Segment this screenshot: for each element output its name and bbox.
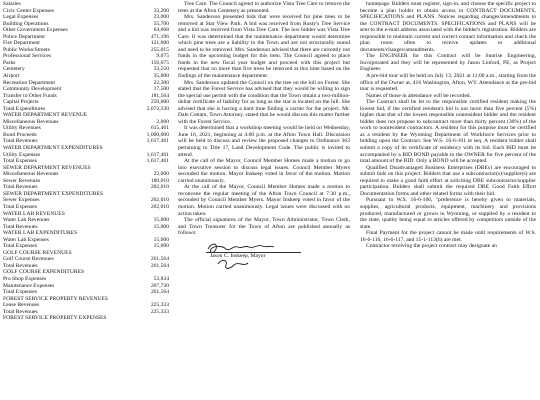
ledger-amount: 202,010 <box>150 203 169 210</box>
ledger-amount: 250,000 <box>150 99 169 106</box>
ledger-label: SEWER DEPARTMENT EXPENDITURES <box>3 190 104 197</box>
ledger-label: Professional Services <box>3 53 52 60</box>
ledger-label: Sewer Expenses <box>3 197 40 204</box>
ledger-label: Maintenance Expenses <box>3 282 55 289</box>
ledger-label: Total Expenses <box>3 203 37 210</box>
ledger-label: Pro Shop Expenses <box>3 275 47 282</box>
ledger-amount: 261,564 <box>150 262 169 269</box>
ledger-label: Utility Expenses <box>3 151 41 158</box>
ledger-amount: 1,000,000 <box>146 131 169 138</box>
ledger-label: Civic Center Expenses <box>3 7 54 14</box>
ledger-amount: 33,200 <box>153 7 169 14</box>
ledger-label: Total Expenses <box>3 243 37 250</box>
ledger-label: Miscellaneous Revenues <box>3 118 59 125</box>
ledger-label: Total Expenses <box>3 289 37 296</box>
ledger-label: Community Development <box>3 86 62 93</box>
minutes-paragraph: Mrs. Sanderson updated the Council on the tree on the hill on Forest. She stated that the Forest Service has advised that they would be willing to sign the special use permit with the condition that the Town obtain a two-million-dollar certificate of liability for as long as the star is located on the hill. She advised that she is having a hard time finding a carrier for the project. Mr. Dale Cottam, Town Attorney, stated that he would discuss this matter further with the Forest Service. <box>178 79 350 125</box>
notice-paragraph: The Contract shall be let to the responsible certified resident making the lowest bid, if the certified resident's bid is not more than five percent (5%) higher than that of the lowest responsible nonresident bidder and the resident bidder does not propose to subcontract more than thirty percent (30%) of the work to nonresident contractors. A resident for this purpose must be certified as a resident by the Wyoming Department of Workforce Services prior to bidding upon the Contract. See W.S. 16-6-101 et seq. A resident bidder shall submit a copy of its certificate of residency with its bid. Each BID must be accompanied by a BID BOND payable to the OWNER for five percent of the total amount of the BID. Only a BOND will be accepted. <box>360 99 536 165</box>
ledger-label: WATER DEPARTMENT REVENUE <box>3 112 88 119</box>
minutes-paragraph: At the call of the Mayor, Council Member Homes made a motion to reconvene the regular meeting of the Afton Town Council at 7:30 p.m., seconded by Council Member Myers. Mayor Inskeep voted in favor of the motion. Motion carried unanimously. Legal issues were discussed with no action taken. <box>178 184 350 217</box>
ledger-label: Recreation Department <box>3 79 56 86</box>
ledger-amount: 15,000 <box>153 217 169 224</box>
minutes-paragraph: It was determined that a workshop meeting would be held on Wednesday, June 16, 2021, beginning at 4:00 p.m. at the Afton Town Hall. Discussion will be held to discuss and review the proposed changes to Ordinance 363 pertaining to Title 17, Land Development Code. The public is invited to attend. <box>178 125 350 158</box>
ledger-label: FOREST SERVICE PROPERTY EXPENSES <box>3 315 107 322</box>
mayor-signature-block <box>178 240 350 280</box>
ledger-label: Total Revenues <box>3 262 38 269</box>
ledger-label: Total Revenues <box>3 223 38 230</box>
ledger-label: Building Operations <box>3 20 49 27</box>
ledger-amount: 33,550 <box>153 66 169 73</box>
ledger-amount: 225,333 <box>150 302 169 309</box>
ledger-amount: 15,000 <box>153 236 169 243</box>
ledger-label: Golf Course Revenues <box>3 256 54 263</box>
ledger-row <box>3 315 169 322</box>
ledger-label: Miscellaneous Revenues <box>3 171 59 178</box>
ledger-label: GOLF COURSE EXPENDITURES <box>3 269 85 276</box>
ledger-label: Water Lab Expenses <box>3 236 49 243</box>
ledger-label: Total Expenditures <box>3 105 46 112</box>
ledger-label: Other Government Expenses <box>3 27 68 34</box>
ledger-label: WATER LAB REVENUES <box>3 210 65 217</box>
ledger-label: Salaries <box>3 1 21 7</box>
ledger-label: Police Department <box>3 33 45 40</box>
ledger-amount: 181,564 <box>150 92 169 99</box>
ledger-label: Parks <box>3 59 16 66</box>
ledger-amount: 471,196 <box>150 33 169 40</box>
minutes-text <box>178 1 350 237</box>
minutes-paragraph: Mrs. Sanderson presented bids that were received for pine trees to be removed at Star View Park. A bid was received from Rusty's Tree Service and a bid was received from Vista Tree Care. The low bidder was Vista Tree Care. It was determined that the maintenance department would determine which pine trees are a liability to the Town and are not structurally sound and need to be removed. Mrs. Sanderson advised that there are currently not funds in the upcoming budget for this item. The Council agreed to place funds in the new fiscal year budget and proceed with this project but requested that no more than five trees be removed at this time based on the findings of the maintenance department. <box>178 14 350 80</box>
ledger-amount: 1,617,461 <box>146 138 169 145</box>
ledger-amount: 53,834 <box>153 275 169 282</box>
ledger-amount: 22,300 <box>153 79 169 86</box>
ledger-amount: 121,000 <box>150 40 169 47</box>
ledger-amount: 207,730 <box>150 282 169 289</box>
ledger-label: Sewer Revenues <box>3 177 41 184</box>
ledger-amount: 202,010 <box>150 197 169 204</box>
ledger-label: Water Lab Revenues <box>3 217 50 224</box>
ledger-amount: 1,617,461 <box>146 151 169 158</box>
ledger-amount: 255,015 <box>150 46 169 53</box>
ledger-label: Total Revenues <box>3 184 38 191</box>
council-minutes-column <box>172 0 354 400</box>
ledger-label: Cemetery <box>3 66 25 73</box>
ledger-amount: 15,000 <box>153 243 169 250</box>
ledger-label: Capital Projects <box>3 99 39 106</box>
ledger-amount: 9,075 <box>156 53 169 60</box>
notice-paragraph: Qualified Disadvantaged Business Enterprises (DBEs) are encouraged to submit bids on this project. Bidders that use a subcontractor(s)/supplier(s) are required to make a good faith effort at soliciting DBE subcontractor/supplier participation. Bidders shall submit the required DBE Good Faith Effort Documentation forms and other related forms with their bid. <box>360 164 536 197</box>
ledger-label: SEWER DEPARTMENT REVENUES <box>3 164 91 171</box>
ledger-amount: 55,700 <box>153 20 169 27</box>
ledger-label: Fire Department <box>3 40 40 47</box>
ledger-label: WATER DEPARTMENT EXPENDITURES <box>3 145 103 152</box>
ledger-amount: 2,000 <box>156 118 169 125</box>
ledger-amount: 261,564 <box>150 256 169 263</box>
ledger-label: FOREST SERVICE PROPERTY REVENUES <box>3 295 109 302</box>
minutes-paragraph: The official signatures of the Mayor, Town Administrator, Town Clerk, and Town Treasurer for the Town of Afton are published annually as follows: <box>178 217 350 237</box>
ledger-label: Lease Revenues <box>3 302 40 309</box>
ledger-amount: 1,617,461 <box>146 158 169 165</box>
ledger-label: Utility Revenues <box>3 125 41 132</box>
notice-paragraph: A pre-bid tour will be held on July 13, 2021 at 11:00 a.m., starting from the office of the Owner at, 416 Washington, Afton, WY. Attendance at the pre-bid tour is requested. <box>360 73 536 93</box>
budget-ledger-column <box>0 0 172 400</box>
ledger-amount: 64,668 <box>153 27 169 34</box>
ledger-amount: 156,675 <box>150 59 169 66</box>
ledger-amount: 615,461 <box>150 125 169 132</box>
ledger-label: Bond Proceeds <box>3 131 37 138</box>
ledger-amount: 23,000 <box>153 14 169 21</box>
ledger-amount: 35,000 <box>153 73 169 80</box>
ledger-label: WATER LAB EXPENDITURES <box>3 230 78 237</box>
bid-notice-column <box>354 0 540 400</box>
ledger-label: Public Works/Streets <box>3 46 50 53</box>
notice-paragraph: Final Payment for the project cannot be made until requirements of W.S. 16-6-116, 16-6-117, and 15-1-113(h) are met. <box>360 230 536 243</box>
ledger-amount: 261,564 <box>150 289 169 296</box>
ledger-label: Total Revenues <box>3 138 38 145</box>
ledger-label: Transfer to Other Funds <box>3 92 57 99</box>
handwritten-signature <box>178 240 298 280</box>
minutes-paragraph: Tree Care. The Council agreed to authorize Vista Tree Care to remove the trees at the Afton Cemetery as presented. <box>178 1 350 14</box>
notice-paragraph: homepage. Bidders must register, sign-in, and choose the specific project to become a plan holder to obtain access to CONTRACT DOCUMENTS, SPECIFICATIONS and PLANS. Notices regarding changes/amendments to the CONTRACT DOCUMENTS, SPECIFICATIONS and PLANS will be sent to the e-mail address associated with the bidder's registration. Bidders are responsible to maintain current and correct contact information and check the plan room often to receive updates or additional documents/changes/amendments. <box>360 1 536 53</box>
ledger-amount: 22,000 <box>153 171 169 178</box>
notice-paragraph: Contractor receiving the project contract may designate an <box>366 243 497 250</box>
ledger-label: GOLF COURSE REVENUES <box>3 249 72 256</box>
ledger-amount: 17,500 <box>153 86 169 93</box>
ledger-label: Total Revenues <box>3 308 38 315</box>
ledger-amount: 2,072,330 <box>146 105 169 112</box>
ledger-amount: 180,010 <box>150 177 169 184</box>
ledger-label: Airport <box>3 73 20 80</box>
minutes-paragraph: At the call of the Mayor, Council Member Homes made a motion to go into executive session to discuss legal issues. Council Member Myers seconded the motion. Mayor Inskeep voted in favor of the motion. Motion carried unanimously. <box>178 158 350 184</box>
ledger-amount: 225,333 <box>150 308 169 315</box>
ledger-amount: 202,010 <box>150 184 169 191</box>
ledger-amount: 15,000 <box>153 223 169 230</box>
notice-paragraph: The ENGINEER for this Contract will be Sunrise Engineering, Incorporated and they will be represented by Jason Linford, PE, as Project Engineer. <box>360 53 536 73</box>
notice-paragraph: Pursuant to W.S. 16-6-106, "preference is hereby given to materials, supplies, agricultural products, equipment, machinery and provisions produced, manufactured or grown in Wyoming, or supplied by a resident to the state, quality being equal to articles offered by competitors outside of the state. <box>360 197 536 230</box>
ledger-label: Legal Expenses <box>3 14 39 21</box>
ledger-label: Total Expenses <box>3 158 37 165</box>
signature-name: Jason C. Inskeep, Mayor <box>210 252 266 259</box>
notice-paragraph: Names of those in attendance will be recorded. <box>366 92 471 99</box>
